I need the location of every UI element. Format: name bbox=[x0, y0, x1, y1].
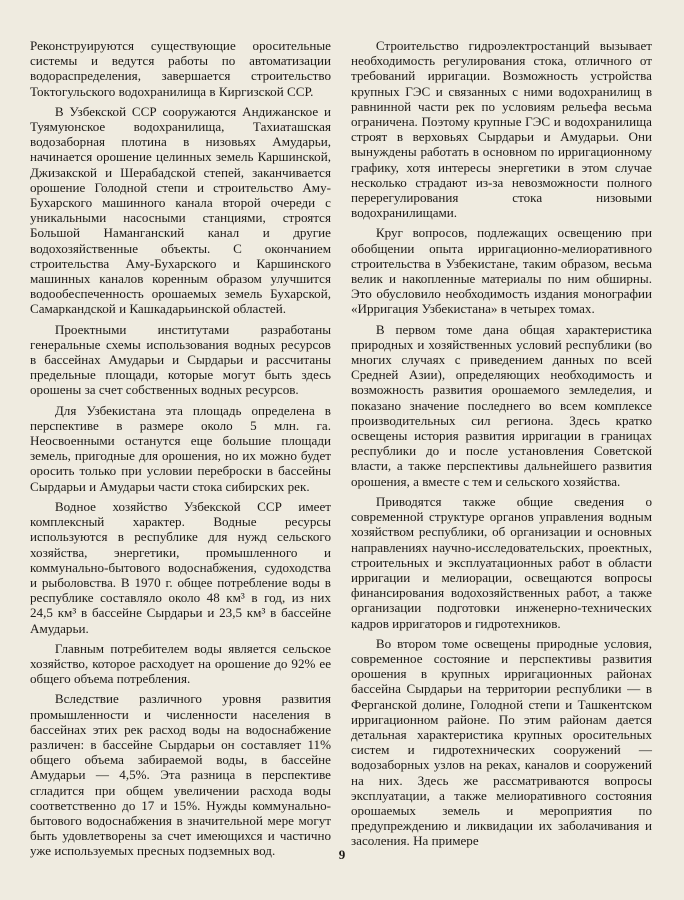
right-column bbox=[351, 38, 652, 854]
paragraph: Для Узбекистана эта площадь определена в перспективе в размере около 5 млн. га. Неосвоенными останутся еще большие площади земель, пригодные для орошения, но их можно будет оросить только при условии переброски в бассейны Сырдарьи и Амударьи части стока сибирских рек. bbox=[30, 402, 331, 494]
paragraph: Приводятся также общие сведения о современной структуре органов управления водным хозяйством республики, об организации и основных направлениях научно-исследовательских, проектных, строительных и эксплуатационных работ в области ирригации и мелиорации, освещаются вопросы финансирования водохозяйственных работ, а также организации подготовки инженерно-технических кадров ирригаторов и гидротехников. bbox=[351, 493, 652, 631]
paragraph: Вследствие различного уровня развития промышленности и численности населения в бассейнах этих рек расход воды на водоснабжение различен: в бассейне Сырдарьи он составляет 11% общего объема забираемой воды, в бассейне Амударьи — 4,5%. Эта разница в перспективе сгладится при общем увеличении расхода воды соответственно до 17 и 15%. Нужды коммунально-бытового водоснабжения в значительной мере могут быть удовлетворены за счет имеющихся и частично уже используемых пресных подземных вод. bbox=[30, 691, 331, 859]
page-number: 9 bbox=[338, 847, 346, 862]
paragraph: Строительство гидроэлектростанций вызывает необходимость регулирования стока, отличного от требований ирригации. Возможность устройства крупных ГЭС и связанных с ними водохранилищ в равнинной части рек по условиям рельефа весьма ограничена. Поэтому крупные ГЭС и водохранилища строят в верховьях Сырдарьи и Амударьи. Они вынуждены работать в основном по ирригационному графику, хотя интересы энергетики в этом случае несколько страдают из-за невозможности полного перерегулирования стока низовыми водохранилищами. bbox=[351, 38, 652, 221]
paragraph: Реконструируются существующие оросительные системы и ведутся работы по автоматизации водораспределения, завершается строительство Токтогульского водохранилища в Киргизской ССР. bbox=[30, 38, 331, 99]
paragraph: В Узбекской ССР сооружаются Андижанское и Туямуюнское водохранилища, Тахиаташская водозаборная плотина в низовьях Амударьи, начинается орошение целинных земель Каршинской, Джизакской и Шерабадской степей, заканчивается орошение Голодной степи и строительство Аму-Бухарского машинного канала второй очереди с уникальными насосными станциями, строятся Большой Наманганский канал и другие водохозяйственные объекты. С окончанием строительства Аму-Бухарского и Каршинского машинных каналов коренным образом улучшится водообеспеченность орошаемых земель Бухарской, Самаркандской и Кашкадарьинской областей. bbox=[30, 103, 331, 317]
paragraph: Проектными институтами разработаны генеральные схемы использования водных ресурсов в бассейнах Амударьи и Сырдарьи и рассчитаны предельные площади, которые могут быть здесь орошены за счет собственных водных ресурсов. bbox=[30, 321, 331, 398]
paragraph: В первом томе дана общая характеристика природных и хозяйственных условий республики (во многих случаях с приведением данных по всей Средней Азии), определяющих необходимость и возможность развития орошаемого земледелия, и показано значение последнего во всем комплексе производительных сил региона. Здесь кратко освещены история развития ирригации в границах республики до и после установления Советской власти, а также перспективы дальнейшего развития орошения, а вместе с тем и сельского хозяйства. bbox=[351, 321, 652, 489]
paragraph: Круг вопросов, подлежащих освещению при обобщении опыта ирригационно-мелиоративного строительства в Узбекистане, таким образом, весьма велик и накопленные материалы по ним обширны. Это обусловило необходимость издания монографии «Ирригация Узбекистана» в четырех томах. bbox=[351, 225, 652, 317]
paragraph: Главным потребителем воды является сельское хозяйство, которое расходует на орошение до 92% ее общего объема потребления. bbox=[30, 640, 331, 687]
paragraph: Водное хозяйство Узбекской ССР имеет комплексный характер. Водные ресурсы используются в республике для нужд сельского хозяйства, энергетики, промышленного и коммунально-бытового водоснабжения, судоходства и рыболовства. В 1970 г. общее потребление воды в республике составляло около 48 км³ в год, из них 24,5 км³ в бассейне Сырдарьи и 23,5 км³ в бассейне Амударьи. bbox=[30, 498, 331, 636]
left-column bbox=[30, 38, 331, 864]
paragraph: Во втором томе освещены природные условия, современное состояние и перспективы развития орошения в крупных ирригационных районах бассейна Сырдарьи на территории республики — в Ферганской долине, Голодной степи и Ташкентском ирригационном районе. По этим районам дается детальная характеристика крупных оросительных систем и гидротехнических сооружений — водозаборных узлов на реках, каналов и сооружений на них. Здесь же рассматриваются вопросы эксплуатации, а также мелиоративного состояния орошаемых земель и мероприятия по предупреждению и ликвидации их заболачивания и засоления. На примере bbox=[351, 635, 652, 849]
